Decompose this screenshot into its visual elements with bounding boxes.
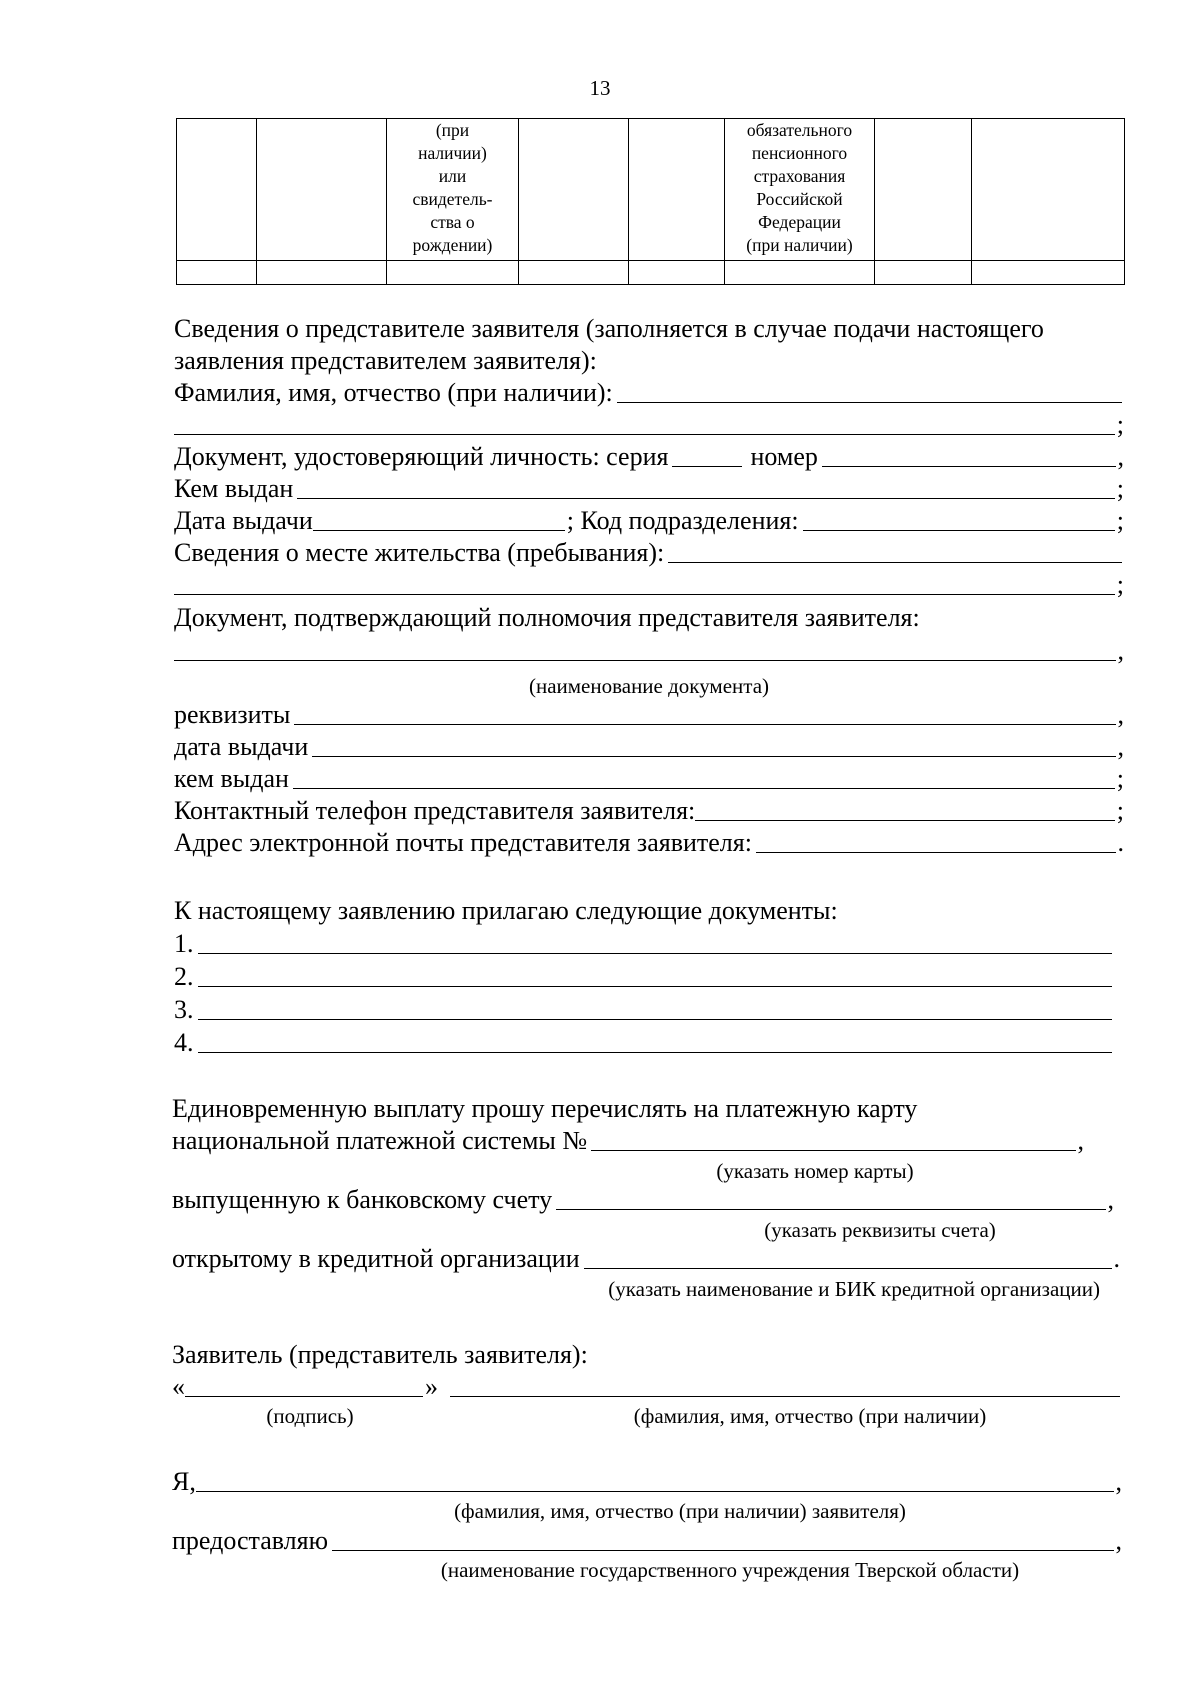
attachment-item: 1.: [174, 927, 1114, 959]
issue-date-label: Дата выдачи: [174, 506, 313, 535]
page-number: 13: [589, 76, 611, 100]
account-label: выпущенную к банковскому счету: [172, 1185, 553, 1214]
id-doc-label: Документ, удостоверяющий личность: серия: [174, 442, 669, 471]
attachment-item: 3.: [174, 993, 1114, 1025]
representative-residence-row-2: ;: [174, 568, 1124, 600]
continuation-table: [176, 118, 1125, 285]
attachment-item: 2.: [174, 960, 1114, 992]
doc-name-caption: (наименование документа): [528, 674, 770, 698]
representative-fio-row: [174, 376, 1124, 408]
email-field[interactable]: [756, 852, 1116, 853]
signature-heading: Заявитель (представитель заявителя):: [172, 1340, 588, 1369]
table-cell-text: обязательного: [746, 120, 853, 140]
authority-issued-by-label: кем выдан: [174, 764, 289, 793]
id-doc-number-label: номер: [750, 442, 818, 471]
table-cell-text: свидетель-: [412, 189, 493, 209]
table-row: [177, 261, 1125, 285]
card-number-field[interactable]: [591, 1150, 1075, 1151]
representative-fio-row-2: ;: [174, 408, 1124, 440]
payment-bank-row: открытому в кредитной организации .: [172, 1244, 1120, 1273]
table-cell-text: рождении): [412, 235, 493, 255]
representative-fio-field[interactable]: [617, 402, 1122, 403]
table-cell: [387, 261, 519, 285]
phone-row: Контактный телефон представителя заявителя: ;: [174, 796, 1124, 825]
consent-applicant-row: Я, ,: [172, 1467, 1122, 1496]
email-row: Адрес электронной почты представителя заявителя: .: [174, 828, 1124, 857]
table-cell: [257, 119, 387, 261]
representative-residence-row: [174, 536, 1124, 568]
representative-id-doc-row: Документ, удостоверяющий личность: серия номер ,: [174, 442, 1124, 471]
authority-doc-row: [174, 601, 1124, 633]
table-cell-text: наличии): [418, 143, 487, 163]
table-cell: [875, 119, 972, 261]
id-doc-series-field[interactable]: [672, 466, 742, 467]
requisites-field[interactable]: [294, 724, 1115, 725]
representative-fio-label: Фамилия, имя, отчество (при наличии):: [174, 378, 613, 407]
table-cell: [972, 119, 1125, 261]
table-cell: [177, 261, 257, 285]
id-doc-number-field[interactable]: [822, 466, 1116, 467]
table-cell: [519, 119, 629, 261]
table-cell: [257, 261, 387, 285]
table-cell: [629, 119, 725, 261]
table-cell-text: (при: [435, 120, 470, 140]
authority-date-label: дата выдачи: [174, 732, 309, 761]
table-cell: [519, 261, 629, 285]
table-cell-text: пенсионного: [751, 143, 848, 163]
institution-caption: (наименование государственного учреждения Тверской области): [440, 1558, 1020, 1582]
attachments-heading: К настоящему заявлению прилагаю следующие документы:: [174, 896, 838, 925]
requisites-row: реквизиты ,: [174, 700, 1124, 729]
account-caption: (указать реквизиты счета): [764, 1218, 996, 1242]
payment-line1: Единовременную выплату прошу перечислять на платежную карту: [172, 1094, 918, 1123]
table-cell: [725, 119, 875, 261]
provide-label: предоставляю: [172, 1526, 329, 1555]
institution-field[interactable]: [332, 1550, 1113, 1551]
residence-field[interactable]: [668, 562, 1122, 563]
bank-caption: (указать наименование и БИК кредитной организации): [608, 1277, 1100, 1301]
representative-issue-date-row: Дата выдачи ; Код подразделения: ;: [174, 506, 1124, 535]
consent-provide-row: предоставляю ,: [172, 1526, 1122, 1555]
residence-label: Сведения о месте жительства (пребывания):: [174, 538, 665, 567]
dept-code-label: ; Код подразделения:: [566, 506, 799, 535]
account-field[interactable]: [556, 1209, 1105, 1210]
representative-heading-line2: заявления представителем заявителя):: [174, 346, 597, 375]
table-cell-text: ства о: [430, 212, 475, 232]
payment-card-row: национальной платежной системы № ,: [172, 1126, 1084, 1155]
authority-date-row: дата выдачи ,: [174, 732, 1124, 761]
applicant-caption: (фамилия, имя, отчество (при наличии) заявителя): [454, 1499, 906, 1523]
table-cell: [875, 261, 972, 285]
signer-fio-caption: (фамилия, имя, отчество (при наличии): [633, 1404, 987, 1428]
dept-code-field[interactable]: [803, 530, 1115, 531]
attachment-field[interactable]: [198, 953, 1113, 954]
card-label: национальной платежной системы №: [172, 1126, 588, 1155]
representative-heading-line1: Сведения о представителе заявителя (заполняется в случае подачи настоящего: [174, 314, 1044, 343]
authority-doc-name-row: ,: [174, 634, 1124, 666]
phone-label: Контактный телефон представителя заявителя:: [174, 796, 696, 825]
signature-row: « »: [172, 1370, 1122, 1402]
table-cell-text: Российской: [756, 189, 843, 209]
table-cell-text: (при наличии): [746, 235, 853, 255]
table-cell-text: страхования: [753, 166, 846, 186]
residence-field-2[interactable]: [174, 594, 1115, 595]
authority-doc-label: Документ, подтверждающий полномочия представителя заявителя:: [174, 603, 920, 632]
requisites-label: реквизиты: [174, 700, 291, 729]
authority-issued-by-field[interactable]: [293, 788, 1115, 789]
authority-date-field[interactable]: [312, 756, 1115, 757]
phone-field[interactable]: [695, 820, 1114, 821]
attachment-field[interactable]: [198, 986, 1113, 987]
applicant-fio-field[interactable]: [196, 1491, 1114, 1492]
signature-field[interactable]: [185, 1396, 423, 1397]
email-label: Адрес электронной почты представителя заявителя:: [174, 828, 752, 857]
representative-issued-by-row: Кем выдан ;: [174, 474, 1124, 503]
issued-by-field[interactable]: [297, 498, 1114, 499]
card-caption: (указать номер карты): [716, 1159, 914, 1183]
table-row: [177, 119, 1125, 261]
table-cell: [972, 261, 1125, 285]
representative-fio-field-2[interactable]: [174, 434, 1115, 435]
table-cell: [387, 119, 519, 261]
authority-issued-by-row: кем выдан ;: [174, 764, 1124, 793]
table-cell: [177, 119, 257, 261]
bank-label: открытому в кредитной организации: [172, 1244, 580, 1273]
table-cell: [629, 261, 725, 285]
table-cell-text: Федерации: [758, 212, 841, 232]
issued-by-label: Кем выдан: [174, 474, 294, 503]
bank-field[interactable]: [584, 1268, 1112, 1269]
payment-account-row: выпущенную к банковскому счету ,: [172, 1185, 1114, 1214]
issue-date-field[interactable]: [313, 530, 565, 531]
table-cell-text: или: [438, 166, 467, 186]
attachment-item: 4.: [174, 1026, 1114, 1058]
attachment-field[interactable]: [198, 1019, 1113, 1020]
sign-caption: (подпись): [266, 1404, 354, 1428]
signer-fio-field[interactable]: [450, 1396, 1120, 1397]
authority-doc-name-field[interactable]: [174, 660, 1116, 661]
table-cell: [725, 261, 875, 285]
attachment-field[interactable]: [198, 1052, 1113, 1053]
